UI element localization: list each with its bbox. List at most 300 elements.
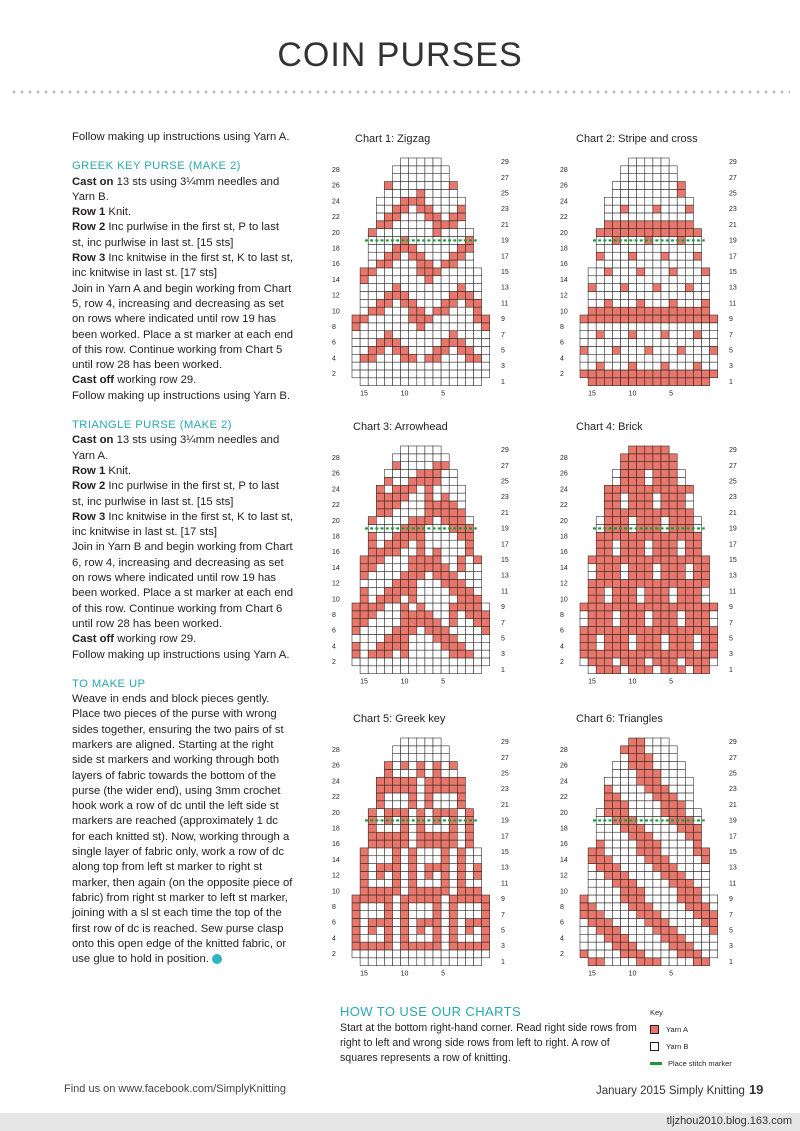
stitch-cell [433, 470, 441, 478]
stitch-cell [693, 354, 701, 362]
stitch-cell [465, 832, 473, 840]
stitch-cell [653, 540, 661, 548]
stitch-cell [401, 462, 409, 470]
stitch-cell [449, 307, 457, 315]
stitch-cell [653, 205, 661, 213]
stitch-cell [457, 777, 465, 785]
stitch-cell [661, 244, 669, 252]
stitch-cell [596, 879, 604, 887]
stitch-cell [693, 603, 701, 611]
stitch-cell [596, 611, 604, 619]
stitch-cell [637, 205, 645, 213]
stitch-cell [645, 454, 653, 462]
dotted-divider [10, 90, 790, 94]
stitch-cell [393, 166, 401, 174]
stitch-cell [645, 221, 653, 229]
stitch-cell [685, 229, 693, 237]
stitch-cell [637, 517, 645, 525]
stitch-cell [629, 532, 637, 540]
stitch-cell [580, 339, 588, 347]
stitch-cell [653, 879, 661, 887]
row-label-left: 2 [332, 659, 336, 667]
stitch-cell [441, 346, 449, 354]
stitch-cell [637, 252, 645, 260]
stitch-cell [376, 934, 384, 942]
stitch-cell [433, 331, 441, 339]
stitch-cell [612, 221, 620, 229]
row-label-left: 16 [560, 841, 568, 849]
stitch-cell [661, 595, 669, 603]
stitch-cell [604, 260, 612, 268]
stitch-cell [653, 485, 661, 493]
stitch-cell [604, 603, 612, 611]
stitch-cell [384, 611, 392, 619]
stitch-cell [637, 307, 645, 315]
stitch-cell [596, 887, 604, 895]
stitch-cell [637, 926, 645, 934]
stitch-cell [629, 642, 637, 650]
stitch-cell [457, 627, 465, 635]
stitch-cell [376, 284, 384, 292]
stitch-cell [685, 323, 693, 331]
stitch-cell [465, 887, 473, 895]
stitch-cell [685, 903, 693, 911]
stitch-cell [352, 315, 360, 323]
stitch-cell [393, 848, 401, 856]
stitch-cell [693, 950, 701, 958]
stitch-cell [465, 824, 473, 832]
stitch-cell [685, 501, 693, 509]
stitch-cell [669, 903, 677, 911]
stitch-cell [629, 666, 637, 674]
stitch-cell [441, 895, 449, 903]
stitch-cell [693, 315, 701, 323]
row-label-right: 23 [501, 494, 509, 502]
stitch-cell [425, 840, 433, 848]
stitch-cell [393, 824, 401, 832]
stitch-cell [425, 587, 433, 595]
stitch-cell [360, 268, 368, 276]
stitch-cell [645, 887, 653, 895]
stitch-cell [669, 642, 677, 650]
row-label-left: 8 [332, 904, 336, 911]
stitch-cell [669, 934, 677, 942]
stitch-cell [685, 926, 693, 934]
stitch-cell [604, 323, 612, 331]
stitch-cell [401, 572, 409, 580]
stitch-cell [629, 509, 637, 517]
stitch-cell [441, 942, 449, 950]
stitch-cell [596, 911, 604, 919]
stitch-cell [441, 848, 449, 856]
stitch-cell [693, 887, 701, 895]
stitch-cell [417, 244, 425, 252]
stitch-cell [637, 950, 645, 958]
stitch-cell [637, 942, 645, 950]
row-label-left: 6 [332, 339, 336, 347]
stitch-cell [629, 572, 637, 580]
stitch-cell [669, 477, 677, 485]
stitch-cell [580, 331, 588, 339]
stitch-cell [409, 213, 417, 221]
stitch-cell [425, 809, 433, 817]
stitch-cell [441, 509, 449, 517]
stitch-cell [376, 926, 384, 934]
stitch-cell [401, 942, 409, 950]
stitch-cell [441, 627, 449, 635]
stitch-cell [637, 887, 645, 895]
row-label-left: 6 [332, 627, 336, 635]
stitch-cell [457, 895, 465, 903]
stitch-cell [368, 856, 376, 864]
stitch-cell [417, 462, 425, 470]
stitch-cell [677, 809, 685, 817]
stitch-cell [401, 197, 409, 205]
stitch-cell [677, 370, 685, 378]
stitch-cell [588, 887, 596, 895]
stitch-cell [417, 919, 425, 927]
stitch-cell [580, 619, 588, 627]
stitch-cell [645, 666, 653, 674]
stitch-cell [465, 942, 473, 950]
stitch-cell [580, 370, 588, 378]
stitch-cell [457, 666, 465, 674]
row-label-right: 13 [729, 864, 737, 872]
stitch-cell [621, 809, 629, 817]
stitch-cell [449, 354, 457, 362]
stitch-cell [629, 213, 637, 221]
stitch-cell [588, 378, 596, 386]
stitch-cell [661, 205, 669, 213]
stitch-cell [417, 579, 425, 587]
stitch-cell [588, 658, 596, 666]
stitch-cell [449, 485, 457, 493]
stitch-cell [629, 942, 637, 950]
stitch-cell [384, 307, 392, 315]
stitch-cell [401, 895, 409, 903]
stitch-cell [433, 926, 441, 934]
stitch-cell [669, 470, 677, 478]
stitch-cell [457, 824, 465, 832]
stitch-cell [441, 532, 449, 540]
row-label-left: 20 [560, 517, 568, 525]
row-label-right: 29 [729, 159, 737, 167]
stitch-cell [645, 801, 653, 809]
stitch-cell [417, 595, 425, 603]
stitch-cell [376, 197, 384, 205]
stitch-cell [409, 331, 417, 339]
stitch-cell [401, 548, 409, 556]
stitch-cell [482, 619, 490, 627]
greek-row-2: Row 2 Inc purlwise in the first st, P to last st, inc purlwise in last st. [15 sts] [72, 221, 279, 249]
stitch-cell [693, 650, 701, 658]
stitch-cell [612, 911, 620, 919]
stitch-cell [702, 864, 710, 872]
stitch-cell [465, 809, 473, 817]
greek-body: Join in Yarn A and begin working from Chart 5, row 4, increasing and decreasing as set on rows where indicated until row 19 has been worked. Place a st marker at each end of this row. Continue working from Chart 5 until row 28 has been worked. [72, 282, 294, 372]
stitch-cell [580, 642, 588, 650]
stitch-cell [588, 339, 596, 347]
stitch-cell [457, 244, 465, 252]
stitch-cell [482, 611, 490, 619]
stitch-cell [393, 911, 401, 919]
stitch-cell [645, 229, 653, 237]
stitch-cell [360, 666, 368, 674]
stitch-cell [376, 323, 384, 331]
stitch-cell [384, 942, 392, 950]
row-label-left: 10 [560, 308, 568, 316]
stitch-cell [401, 323, 409, 331]
stitch-cell [621, 777, 629, 785]
stitch-cell [588, 627, 596, 635]
stitch-cell [384, 848, 392, 856]
stitch-cell [621, 268, 629, 276]
stitch-cell [482, 919, 490, 927]
stitch-cell [637, 485, 645, 493]
stitch-cell [457, 634, 465, 642]
stitch-cell [474, 346, 482, 354]
stitch-cell [384, 903, 392, 911]
stitch-cell [465, 595, 473, 603]
row-label-left: 16 [560, 549, 568, 557]
column-label: 5 [441, 390, 446, 398]
stitch-cell [474, 919, 482, 927]
stitch-cell [360, 291, 368, 299]
stitch-cell [596, 627, 604, 635]
stitch-cell [604, 354, 612, 362]
row-label-right: 25 [501, 478, 509, 486]
stitch-cell [621, 182, 629, 190]
stitch-cell [685, 840, 693, 848]
stitch-cell [596, 276, 604, 284]
stitch-cell [612, 864, 620, 872]
stitch-cell [360, 911, 368, 919]
stitch-cell [376, 950, 384, 958]
stitch-cell [441, 809, 449, 817]
stitch-cell [457, 650, 465, 658]
stitch-cell [596, 871, 604, 879]
stitch-cell [417, 323, 425, 331]
stitch-cell [612, 477, 620, 485]
stitch-cell [661, 260, 669, 268]
stitch-cell [417, 801, 425, 809]
key-title: Key [650, 1008, 663, 1017]
stitch-cell [457, 793, 465, 801]
stitch-cell [604, 299, 612, 307]
stitch-cell [645, 307, 653, 315]
stitch-cell [702, 911, 710, 919]
stitch-cell [621, 315, 629, 323]
stitch-cell [661, 189, 669, 197]
stitch-cell [376, 564, 384, 572]
stitch-cell [621, 362, 629, 370]
stitch-cell [417, 666, 425, 674]
stitch-cell [457, 879, 465, 887]
stitch-cell [637, 470, 645, 478]
stitch-cell [612, 895, 620, 903]
stitch-cell [401, 934, 409, 942]
stitch-cell [409, 942, 417, 950]
stitch-cell [368, 517, 376, 525]
stitch-cell [368, 595, 376, 603]
stitch-cell [409, 919, 417, 927]
stitch-cell [376, 205, 384, 213]
stitch-cell [457, 903, 465, 911]
stitch-cell [596, 323, 604, 331]
stitch-cell [360, 879, 368, 887]
stitch-cell [629, 603, 637, 611]
stitch-cell [637, 650, 645, 658]
stitch-cell [685, 895, 693, 903]
stitch-cell [653, 619, 661, 627]
stitch-cell [621, 276, 629, 284]
stitch-cell [376, 299, 384, 307]
stitch-cell [677, 197, 685, 205]
stitch-cell [637, 595, 645, 603]
stitch-cell [409, 769, 417, 777]
stitch-cell [441, 331, 449, 339]
stitch-cell [702, 354, 710, 362]
stitch-cell [677, 221, 685, 229]
stitch-cell [433, 634, 441, 642]
stitch-cell [433, 627, 441, 635]
row-label-right: 17 [501, 541, 509, 549]
stitch-cell [376, 595, 384, 603]
stitch-cell [376, 291, 384, 299]
stitch-cell [621, 221, 629, 229]
stitch-cell [604, 205, 612, 213]
stitch-cell [409, 793, 417, 801]
stitch-cell [393, 658, 401, 666]
stitch-cell [433, 284, 441, 292]
stitch-cell [637, 323, 645, 331]
stitch-cell [449, 268, 457, 276]
stitch-cell [661, 370, 669, 378]
stitch-cell [693, 307, 701, 315]
stitch-cell [409, 509, 417, 517]
stitch-cell [425, 378, 433, 386]
stitch-cell [393, 378, 401, 386]
stitch-cell [677, 354, 685, 362]
stitch-cell [645, 213, 653, 221]
stitch-cell [677, 895, 685, 903]
stitch-cell [409, 619, 417, 627]
facebook-link[interactable]: Find us on www.facebook.com/SimplyKnitting [64, 1083, 286, 1095]
stitch-cell [409, 307, 417, 315]
stitch-cell [465, 315, 473, 323]
stitch-cell [693, 666, 701, 674]
stitch-cell [677, 244, 685, 252]
row-label-left: 4 [332, 643, 336, 651]
row-label-right: 27 [501, 754, 509, 762]
stitch-cell [393, 856, 401, 864]
stitch-cell [449, 793, 457, 801]
stitch-cell [425, 362, 433, 370]
stitch-cell [685, 354, 693, 362]
stitch-cell [433, 548, 441, 556]
stitch-cell [425, 158, 433, 166]
stitch-cell [645, 276, 653, 284]
stitch-cell [360, 276, 368, 284]
stitch-cell [441, 284, 449, 292]
stitch-cell [409, 244, 417, 252]
stitch-cell [433, 378, 441, 386]
row-label-left: 4 [560, 935, 564, 943]
stitch-cell [661, 911, 669, 919]
stitch-cell [384, 950, 392, 958]
stitch-cell [637, 284, 645, 292]
stitch-cell [710, 642, 718, 650]
greek-row-3: Row 3 Inc knitwise in the first st, K to last st, inc knitwise in last st. [17 sts] [72, 252, 293, 280]
stitch-cell [409, 284, 417, 292]
row-label-right: 3 [501, 943, 505, 951]
stitch-cell [685, 260, 693, 268]
stitch-cell [465, 958, 473, 966]
stitch-cell [621, 856, 629, 864]
stitch-cell [677, 762, 685, 770]
greek-key-heading: GREEK KEY PURSE (MAKE 2) [72, 160, 241, 173]
stitch-cell [661, 824, 669, 832]
stitch-cell [376, 221, 384, 229]
stitch-cell [441, 934, 449, 942]
row-label-left: 22 [332, 214, 340, 222]
stitch-cell [693, 260, 701, 268]
stitch-cell [653, 446, 661, 454]
stitch-cell [588, 911, 596, 919]
stitch-cell [425, 166, 433, 174]
stitch-cell [661, 650, 669, 658]
stitch-cell [368, 658, 376, 666]
stitch-cell [685, 777, 693, 785]
stitch-cell [596, 919, 604, 927]
stitch-cell [393, 299, 401, 307]
stitch-cell [457, 346, 465, 354]
stitch-cell [661, 627, 669, 635]
stitch-cell [409, 462, 417, 470]
stitch-cell [653, 848, 661, 856]
stitch-cell [433, 197, 441, 205]
stitch-cell [433, 785, 441, 793]
stitch-cell [653, 197, 661, 205]
stitch-cell [393, 801, 401, 809]
stitch-cell [425, 903, 433, 911]
stitch-cell [417, 213, 425, 221]
stitch-cell [368, 307, 376, 315]
stitch-cell [612, 832, 620, 840]
stitch-cell [669, 276, 677, 284]
stitch-cell [401, 848, 409, 856]
stitch-cell [401, 182, 409, 190]
stitch-cell [384, 213, 392, 221]
stitch-cell [368, 887, 376, 895]
stitch-cell [417, 832, 425, 840]
stitch-cell [629, 564, 637, 572]
stitch-cell [474, 323, 482, 331]
row-label-right: 21 [729, 801, 737, 809]
stitch-cell [661, 221, 669, 229]
stitch-cell [588, 370, 596, 378]
stitch-cell [409, 642, 417, 650]
stitch-cell [368, 315, 376, 323]
stitch-cell [621, 166, 629, 174]
stitch-cell [653, 603, 661, 611]
stitch-cell [653, 323, 661, 331]
stitch-cell [368, 926, 376, 934]
stitch-cell [441, 229, 449, 237]
stitch-cell [457, 540, 465, 548]
stitch-cell [376, 556, 384, 564]
stitch-cell [661, 950, 669, 958]
